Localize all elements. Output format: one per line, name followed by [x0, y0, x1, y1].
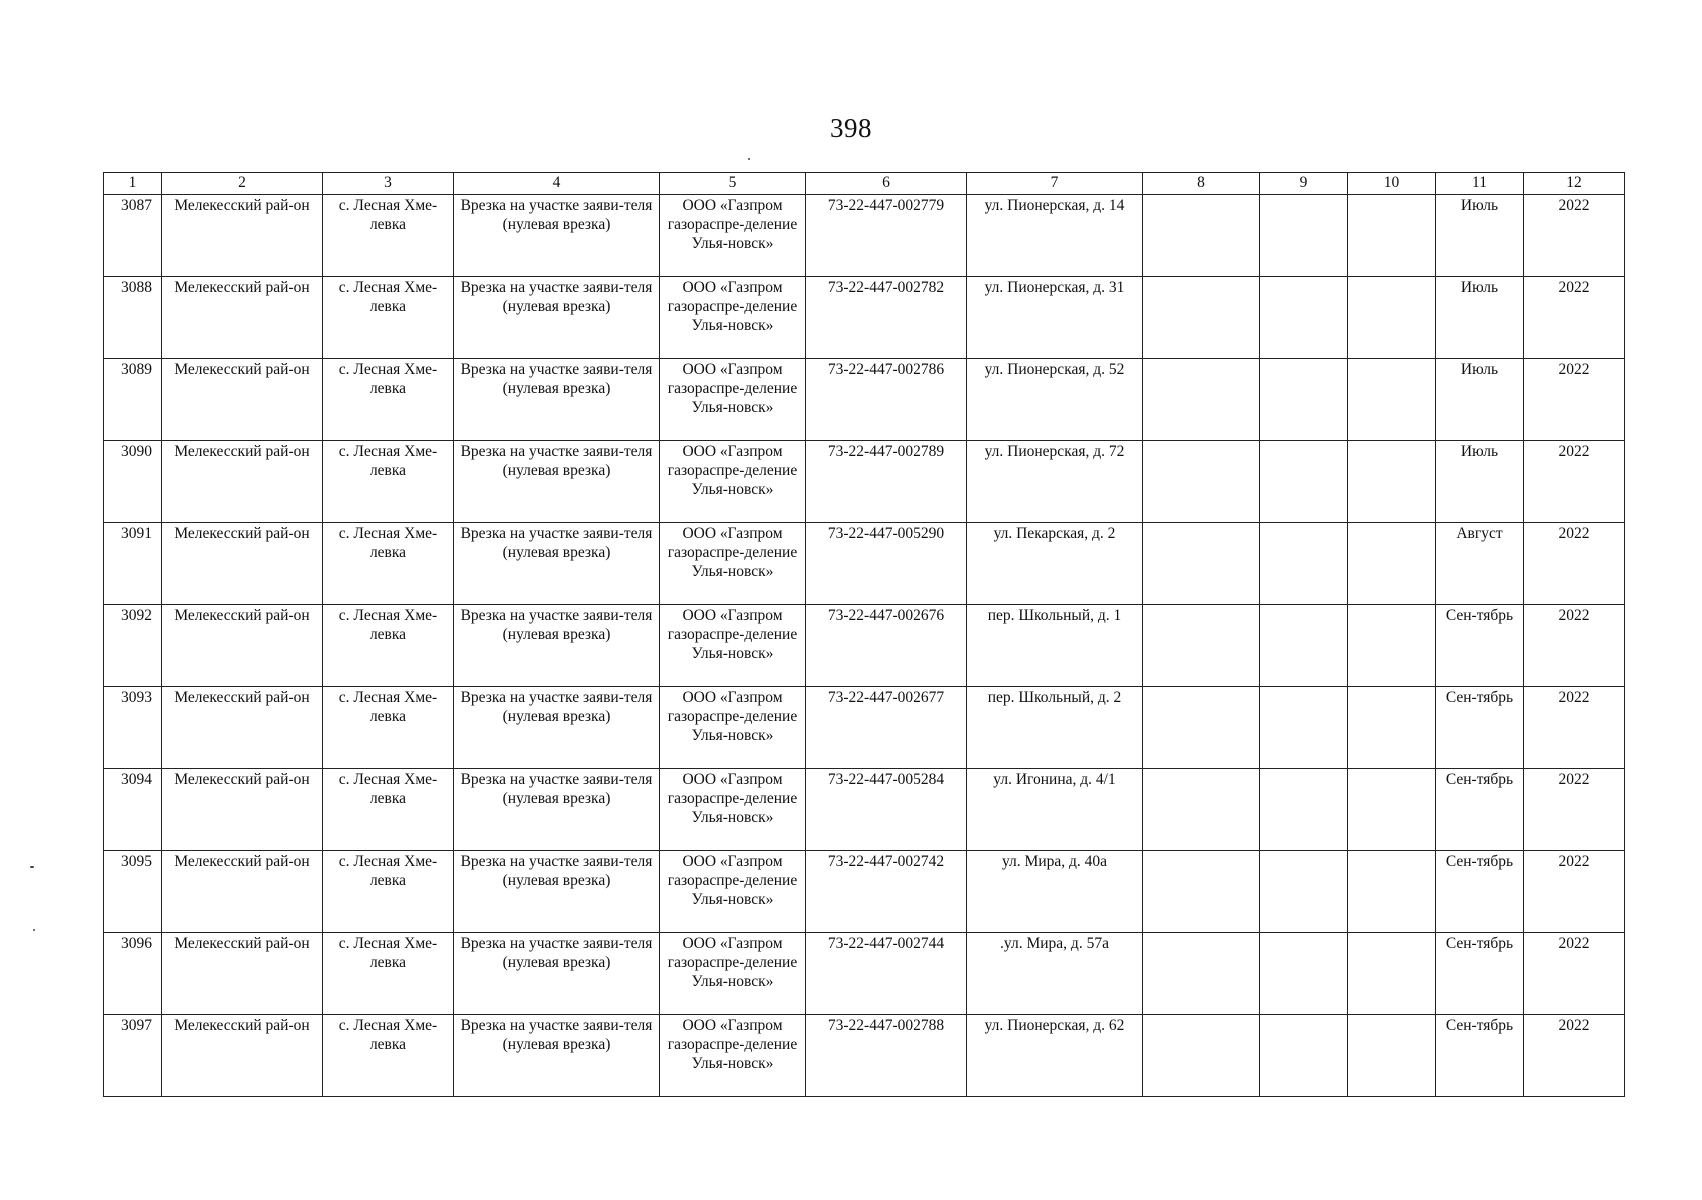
- cell-work-type: Врезка на участке заяви-теля (нулевая врезка): [454, 523, 660, 605]
- cell-organization: ООО «Газпром газораспре-деление Улья-новск»: [660, 1015, 806, 1097]
- column-header: 10: [1348, 173, 1436, 195]
- cell-address: ул. Мира, д. 40а: [967, 851, 1143, 933]
- cell-district: Мелекесский рай-он: [162, 1015, 323, 1097]
- table-row: [104, 851, 1625, 933]
- cell-object-code: 73-22-447-002742: [806, 851, 967, 933]
- table-row: [104, 605, 1625, 687]
- cell-district: Мелекесский рай-он: [162, 605, 323, 687]
- table-row: [104, 441, 1625, 523]
- column-header: 4: [454, 173, 660, 195]
- cell-year: 2022: [1524, 933, 1625, 1015]
- cell-organization: ООО «Газпром газораспре-деление Улья-новск»: [660, 851, 806, 933]
- cell-year: 2022: [1524, 195, 1625, 277]
- cell-number: 3089: [104, 359, 162, 441]
- cell-col-10: [1348, 277, 1436, 359]
- cell-district: Мелекесский рай-он: [162, 195, 323, 277]
- cell-col-10: [1348, 851, 1436, 933]
- cell-number: 3094: [104, 769, 162, 851]
- cell-number: 3090: [104, 441, 162, 523]
- column-header: 9: [1260, 173, 1348, 195]
- cell-address: ул. Пионерская, д. 62: [967, 1015, 1143, 1097]
- table-row: [104, 1015, 1625, 1097]
- scan-speck: [33, 929, 35, 931]
- cell-address: ул. Пионерская, д. 52: [967, 359, 1143, 441]
- cell-work-type: Врезка на участке заяви-теля (нулевая врезка): [454, 195, 660, 277]
- column-header: 8: [1143, 173, 1260, 195]
- cell-col-8: [1143, 195, 1260, 277]
- cell-col-10: [1348, 769, 1436, 851]
- cell-number: 3088: [104, 277, 162, 359]
- cell-work-type: Врезка на участке заяви-теля (нулевая врезка): [454, 605, 660, 687]
- cell-month: Июль: [1436, 359, 1524, 441]
- cell-district: Мелекесский рай-он: [162, 933, 323, 1015]
- cell-col-9: [1260, 851, 1348, 933]
- cell-district: Мелекесский рай-он: [162, 359, 323, 441]
- cell-organization: ООО «Газпром газораспре-деление Улья-новск»: [660, 523, 806, 605]
- cell-col-8: [1143, 277, 1260, 359]
- cell-col-8: [1143, 687, 1260, 769]
- cell-object-code: 73-22-447-005284: [806, 769, 967, 851]
- cell-month: Июль: [1436, 195, 1524, 277]
- cell-col-9: [1260, 1015, 1348, 1097]
- cell-month: Сен-тябрь: [1436, 1015, 1524, 1097]
- cell-month: Июль: [1436, 277, 1524, 359]
- table-body: [104, 195, 1625, 1097]
- cell-settlement: с. Лесная Хме-левка: [323, 441, 454, 523]
- cell-object-code: 73-22-447-002779: [806, 195, 967, 277]
- cell-month: Август: [1436, 523, 1524, 605]
- cell-col-8: [1143, 523, 1260, 605]
- cell-number: 3097: [104, 1015, 162, 1097]
- table-row: [104, 277, 1625, 359]
- cell-year: 2022: [1524, 523, 1625, 605]
- cell-year: 2022: [1524, 605, 1625, 687]
- cell-col-8: [1143, 851, 1260, 933]
- cell-object-code: 73-22-447-002782: [806, 277, 967, 359]
- table-row: [104, 769, 1625, 851]
- cell-work-type: Врезка на участке заяви-теля (нулевая врезка): [454, 687, 660, 769]
- cell-col-9: [1260, 195, 1348, 277]
- cell-organization: ООО «Газпром газораспре-деление Улья-новск»: [660, 605, 806, 687]
- cell-object-code: 73-22-447-002676: [806, 605, 967, 687]
- cell-organization: ООО «Газпром газораспре-деление Улья-новск»: [660, 441, 806, 523]
- cell-address: ул. Пионерская, д. 31: [967, 277, 1143, 359]
- cell-month: Июль: [1436, 441, 1524, 523]
- cell-col-9: [1260, 687, 1348, 769]
- cell-col-10: [1348, 195, 1436, 277]
- cell-year: 2022: [1524, 359, 1625, 441]
- cell-settlement: с. Лесная Хме-левка: [323, 851, 454, 933]
- cell-year: 2022: [1524, 687, 1625, 769]
- cell-settlement: с. Лесная Хме-левка: [323, 769, 454, 851]
- cell-month: Сен-тябрь: [1436, 851, 1524, 933]
- cell-col-10: [1348, 687, 1436, 769]
- cell-col-10: [1348, 1015, 1436, 1097]
- cell-work-type: Врезка на участке заяви-теля (нулевая врезка): [454, 769, 660, 851]
- cell-address: .ул. Мира, д. 57а: [967, 933, 1143, 1015]
- cell-month: Сен-тябрь: [1436, 605, 1524, 687]
- cell-district: Мелекесский рай-он: [162, 769, 323, 851]
- cell-work-type: Врезка на участке заяви-теля (нулевая врезка): [454, 1015, 660, 1097]
- cell-settlement: с. Лесная Хме-левка: [323, 933, 454, 1015]
- cell-col-8: [1143, 933, 1260, 1015]
- header-row: [104, 173, 1625, 195]
- cell-number: 3087: [104, 195, 162, 277]
- cell-organization: ООО «Газпром газораспре-деление Улья-новск»: [660, 195, 806, 277]
- cell-work-type: Врезка на участке заяви-теля (нулевая врезка): [454, 851, 660, 933]
- column-header: 2: [162, 173, 323, 195]
- cell-col-10: [1348, 933, 1436, 1015]
- column-header: 1: [104, 173, 162, 195]
- cell-col-10: [1348, 441, 1436, 523]
- cell-year: 2022: [1524, 441, 1625, 523]
- cell-work-type: Врезка на участке заяви-теля (нулевая врезка): [454, 933, 660, 1015]
- cell-col-9: [1260, 523, 1348, 605]
- cell-col-9: [1260, 605, 1348, 687]
- cell-year: 2022: [1524, 277, 1625, 359]
- cell-month: Сен-тябрь: [1436, 769, 1524, 851]
- page-number: 398: [830, 113, 872, 143]
- cell-address: пер. Школьный, д. 1: [967, 605, 1143, 687]
- cell-settlement: с. Лесная Хме-левка: [323, 687, 454, 769]
- cell-settlement: с. Лесная Хме-левка: [323, 277, 454, 359]
- cell-settlement: с. Лесная Хме-левка: [323, 1015, 454, 1097]
- cell-address: пер. Школьный, д. 2: [967, 687, 1143, 769]
- cell-object-code: 73-22-447-002677: [806, 687, 967, 769]
- cell-object-code: 73-22-447-002744: [806, 933, 967, 1015]
- cell-col-9: [1260, 441, 1348, 523]
- cell-number: 3092: [104, 605, 162, 687]
- table-row: [104, 687, 1625, 769]
- cell-month: Сен-тябрь: [1436, 687, 1524, 769]
- registry-table: [103, 172, 1625, 1097]
- cell-year: 2022: [1524, 851, 1625, 933]
- column-header: 11: [1436, 173, 1524, 195]
- table-header: [104, 173, 1625, 195]
- cell-year: 2022: [1524, 769, 1625, 851]
- column-header: 5: [660, 173, 806, 195]
- cell-organization: ООО «Газпром газораспре-деление Улья-новск»: [660, 769, 806, 851]
- cell-district: Мелекесский рай-он: [162, 277, 323, 359]
- cell-object-code: 73-22-447-002788: [806, 1015, 967, 1097]
- table-row: [104, 359, 1625, 441]
- cell-settlement: с. Лесная Хме-левка: [323, 523, 454, 605]
- scan-speck: [748, 158, 750, 160]
- cell-col-10: [1348, 359, 1436, 441]
- cell-settlement: с. Лесная Хме-левка: [323, 605, 454, 687]
- cell-object-code: 73-22-447-002786: [806, 359, 967, 441]
- cell-col-8: [1143, 441, 1260, 523]
- table-row: [104, 523, 1625, 605]
- cell-address: ул. Пионерская, д. 14: [967, 195, 1143, 277]
- cell-organization: ООО «Газпром газораспре-деление Улья-новск»: [660, 277, 806, 359]
- column-header: 12: [1524, 173, 1625, 195]
- cell-district: Мелекесский рай-он: [162, 523, 323, 605]
- scan-speck: [30, 866, 34, 868]
- cell-col-9: [1260, 769, 1348, 851]
- cell-number: 3096: [104, 933, 162, 1015]
- cell-work-type: Врезка на участке заяви-теля (нулевая врезка): [454, 359, 660, 441]
- cell-address: ул. Пекарская, д. 2: [967, 523, 1143, 605]
- column-header: 7: [967, 173, 1143, 195]
- cell-object-code: 73-22-447-002789: [806, 441, 967, 523]
- cell-number: 3091: [104, 523, 162, 605]
- cell-col-10: [1348, 605, 1436, 687]
- cell-col-8: [1143, 605, 1260, 687]
- cell-district: Мелекесский рай-он: [162, 441, 323, 523]
- cell-col-8: [1143, 1015, 1260, 1097]
- cell-col-10: [1348, 523, 1436, 605]
- cell-district: Мелекесский рай-он: [162, 851, 323, 933]
- cell-month: Сен-тябрь: [1436, 933, 1524, 1015]
- cell-address: ул. Пионерская, д. 72: [967, 441, 1143, 523]
- cell-number: 3093: [104, 687, 162, 769]
- column-header: 3: [323, 173, 454, 195]
- cell-organization: ООО «Газпром газораспре-деление Улья-новск»: [660, 933, 806, 1015]
- cell-number: 3095: [104, 851, 162, 933]
- cell-settlement: с. Лесная Хме-левка: [323, 195, 454, 277]
- cell-address: ул. Игонина, д. 4/1: [967, 769, 1143, 851]
- cell-col-9: [1260, 933, 1348, 1015]
- cell-year: 2022: [1524, 1015, 1625, 1097]
- cell-col-8: [1143, 359, 1260, 441]
- cell-organization: ООО «Газпром газораспре-деление Улья-новск»: [660, 687, 806, 769]
- cell-district: Мелекесский рай-он: [162, 687, 323, 769]
- cell-organization: ООО «Газпром газораспре-деление Улья-новск»: [660, 359, 806, 441]
- cell-col-8: [1143, 769, 1260, 851]
- table-row: [104, 195, 1625, 277]
- cell-col-9: [1260, 277, 1348, 359]
- cell-work-type: Врезка на участке заяви-теля (нулевая врезка): [454, 277, 660, 359]
- column-header: 6: [806, 173, 967, 195]
- cell-settlement: с. Лесная Хме-левка: [323, 359, 454, 441]
- table-row: [104, 933, 1625, 1015]
- cell-object-code: 73-22-447-005290: [806, 523, 967, 605]
- cell-col-9: [1260, 359, 1348, 441]
- cell-work-type: Врезка на участке заяви-теля (нулевая врезка): [454, 441, 660, 523]
